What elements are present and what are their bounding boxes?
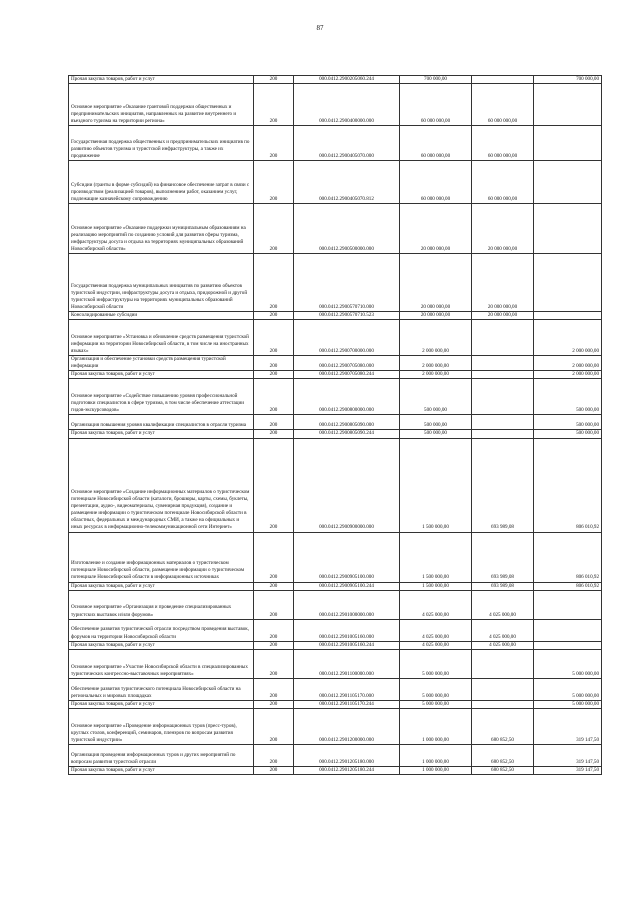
cell-amount: 20 000 000,00 bbox=[400, 312, 472, 320]
table-row bbox=[69, 532, 602, 582]
cell-amount-3 bbox=[534, 641, 602, 649]
cell-amount-2 bbox=[472, 700, 534, 708]
cell-amount-3 bbox=[534, 161, 602, 204]
cell-amount-3: 319 147,50 bbox=[534, 708, 602, 744]
table-row bbox=[69, 430, 602, 438]
cell-amount-3 bbox=[534, 619, 602, 641]
cell-type: 200 bbox=[254, 204, 294, 254]
cell-amount-2: 693 989,08 bbox=[472, 582, 534, 590]
cell-amount-3: 2 000 000,00 bbox=[534, 356, 602, 371]
cell-amount-2: 20 000 000,00 bbox=[472, 204, 534, 254]
cell-type: 200 bbox=[254, 700, 294, 708]
cell-code: 000.0412.2901105170.244 bbox=[294, 700, 400, 708]
cell-amount: 1 000 000,00 bbox=[400, 766, 472, 774]
cell-amount-2 bbox=[472, 320, 534, 356]
cell-code: 000.0412.2900705080.000 bbox=[294, 356, 400, 371]
cell-amount-3 bbox=[534, 312, 602, 320]
cell-code: 000.0412.2901200000.000 bbox=[294, 708, 400, 744]
cell-amount: 4 025 000,00 bbox=[400, 641, 472, 649]
cell-code: 000.0412.2901105170.000 bbox=[294, 678, 400, 700]
cell-amount-3: 5 000 000,00 bbox=[534, 649, 602, 678]
cell-amount-2 bbox=[472, 649, 534, 678]
cell-amount-2 bbox=[472, 371, 534, 379]
cell-code: 000.0412.2900805090.244 bbox=[294, 430, 400, 438]
cell-code: 000.0412.2901000000.000 bbox=[294, 590, 400, 619]
cell-amount: 20 000 000,00 bbox=[400, 204, 472, 254]
cell-amount-3 bbox=[534, 84, 602, 126]
cell-amount: 700 000,00 bbox=[400, 76, 472, 84]
cell-amount-2: 60 000 000,00 bbox=[472, 161, 534, 204]
cell-amount: 60 000 000,00 bbox=[400, 84, 472, 126]
cell-name: Основное мероприятие «Оказание поддержки муниципальным образованиям на реализацию мероприятий по созданию условий для развития сферы туризма, инфраструктуры досуга и отдыха на территориях муниципальных образований Новосибирской области» bbox=[69, 204, 254, 254]
cell-amount: 5 000 000,00 bbox=[400, 649, 472, 678]
cell-type: 200 bbox=[254, 766, 294, 774]
table-row bbox=[69, 678, 602, 700]
cell-type: 200 bbox=[254, 379, 294, 415]
cell-amount: 1 500 000,00 bbox=[400, 532, 472, 582]
cell-name: Изготовление и создание информационных материалов о туристическом потенциале Новосибирской области, размещение информации о туристическом потенциале Новосибирской области в информационных источниках bbox=[69, 532, 254, 582]
cell-amount-3 bbox=[534, 590, 602, 619]
cell-code: 000.0412.2900405070.000 bbox=[294, 126, 400, 161]
cell-amount-3: 5 000 000,00 bbox=[534, 678, 602, 700]
cell-amount-3: 500 000,00 bbox=[534, 415, 602, 430]
cell-amount-2: 20 000 000,00 bbox=[472, 254, 534, 312]
cell-amount-2: 693 989,08 bbox=[472, 532, 534, 582]
cell-name: Основное мероприятие «Создание информационных материалов о туристическом потенциале Новосибирской области (каталоги, брошюры, карты, схемы, буклеты, презентации, аудио-, видеоматериалы, сувенирная продукция), создание и размещение информации о туристическом потенциале Новосибирской области в областных, федеральных и международных СМИ, а также на официальных и иных ресурсах в информационно-телекоммуникационной сети Интернет» bbox=[69, 438, 254, 532]
cell-amount: 2 000 000,00 bbox=[400, 356, 472, 371]
table-row bbox=[69, 766, 602, 774]
cell-code: 000.0412.2901005160.000 bbox=[294, 619, 400, 641]
cell-amount: 500 000,00 bbox=[400, 415, 472, 430]
cell-amount-2: 60 000 000,00 bbox=[472, 84, 534, 126]
cell-type: 200 bbox=[254, 590, 294, 619]
cell-name: Основное мероприятие «Содействие повышению уровня профессиональной подготовки специалистов в сфере туризма, в том числе обеспечение аттестации гидов-экскурсоводов» bbox=[69, 379, 254, 415]
cell-amount: 4 025 000,00 bbox=[400, 590, 472, 619]
cell-code: 000.0412.2900805090.000 bbox=[294, 415, 400, 430]
cell-type: 200 bbox=[254, 678, 294, 700]
cell-code: 000.0412.2901205180.000 bbox=[294, 744, 400, 766]
cell-amount: 500 000,00 bbox=[400, 379, 472, 415]
cell-amount-2: 680 852,50 bbox=[472, 744, 534, 766]
cell-amount-3: 2 000 000,00 bbox=[534, 371, 602, 379]
cell-amount: 60 000 000,00 bbox=[400, 126, 472, 161]
cell-type: 200 bbox=[254, 356, 294, 371]
table-row bbox=[69, 415, 602, 430]
cell-amount: 60 000 000,00 bbox=[400, 161, 472, 204]
cell-code: 000.0412.2900900000.000 bbox=[294, 438, 400, 532]
cell-amount-2: 680 852,50 bbox=[472, 766, 534, 774]
cell-type: 200 bbox=[254, 582, 294, 590]
cell-type: 200 bbox=[254, 708, 294, 744]
cell-code: 000.0412.2900500000.000 bbox=[294, 204, 400, 254]
cell-type: 200 bbox=[254, 371, 294, 379]
table-row bbox=[69, 76, 602, 84]
table-row bbox=[69, 438, 602, 532]
cell-amount-3: 500 000,00 bbox=[534, 379, 602, 415]
cell-type: 200 bbox=[254, 649, 294, 678]
cell-name: Основное мероприятие «Проведение информационных туров (пресс-туров), круглых столов, конференций, семинаров, пленэров по вопросам развития туристской индустрии» bbox=[69, 708, 254, 744]
cell-name: Прочая закупка товаров, работ и услуг bbox=[69, 76, 254, 84]
cell-code: 000.0412.2900405070.812 bbox=[294, 161, 400, 204]
cell-name: Прочая закупка товаров, работ и услуг bbox=[69, 641, 254, 649]
table-row bbox=[69, 744, 602, 766]
cell-amount: 1 000 000,00 bbox=[400, 708, 472, 744]
cell-name: Государственная поддержка общественных и предпринимательских инициатив по развитию объектов туризма и туристской инфраструктуры, а также их продвижение bbox=[69, 126, 254, 161]
cell-code: 000.0412.2900400000.000 bbox=[294, 84, 400, 126]
cell-type: 200 bbox=[254, 84, 294, 126]
cell-amount-3: 319 147,50 bbox=[534, 766, 602, 774]
cell-name: Субсидии (гранты в форме субсидий) на финансовое обеспечение затрат в связи с производством (реализацией товаров), выполнением работ, оказанием услуг, подлежащие казначейскому сопровождению bbox=[69, 161, 254, 204]
cell-code: 000.0412.2901005160.244 bbox=[294, 641, 400, 649]
cell-amount-3: 500 000,00 bbox=[534, 430, 602, 438]
cell-code: 000.0412.2900705080.244 bbox=[294, 371, 400, 379]
cell-code: 000.0412.2900570710.523 bbox=[294, 312, 400, 320]
cell-type: 200 bbox=[254, 532, 294, 582]
cell-name: Основное мероприятие «Участие Новосибирской области в специализированных туристических конгрессно-выставочных мероприятиях» bbox=[69, 649, 254, 678]
cell-amount-3: 806 010,92 bbox=[534, 582, 602, 590]
budget-table-body bbox=[69, 76, 602, 775]
cell-type: 200 bbox=[254, 161, 294, 204]
table-row bbox=[69, 254, 602, 312]
table-row bbox=[69, 700, 602, 708]
cell-name: Обеспечение развития туристической отрасли посредством проведения выставок, форумов на территории Новосибирской области bbox=[69, 619, 254, 641]
cell-name: Прочая закупка товаров, работ и услуг bbox=[69, 430, 254, 438]
cell-amount-2 bbox=[472, 415, 534, 430]
cell-code: 000.0412.2900800000.000 bbox=[294, 379, 400, 415]
budget-table bbox=[68, 75, 602, 775]
cell-amount: 2 000 000,00 bbox=[400, 320, 472, 356]
table-row bbox=[69, 320, 602, 356]
cell-amount-2: 20 000 000,00 bbox=[472, 312, 534, 320]
cell-type: 200 bbox=[254, 641, 294, 649]
cell-amount: 2 000 000,00 bbox=[400, 371, 472, 379]
cell-type: 200 bbox=[254, 320, 294, 356]
cell-name: Организация повышения уровня квалификации специалистов в отрасли туризма bbox=[69, 415, 254, 430]
cell-code: 000.0412.2900205060.244 bbox=[294, 76, 400, 84]
cell-type: 200 bbox=[254, 76, 294, 84]
cell-name: Организация проведения информационных туров и других мероприятий по вопросам развития туристской отрасли bbox=[69, 744, 254, 766]
table-row bbox=[69, 84, 602, 126]
cell-name: Основное мероприятие «Оказание грантовой поддержки общественных и предпринимательских инициатив, направленных на развитие внутреннего и въездного туризма на территории региона» bbox=[69, 84, 254, 126]
table-row bbox=[69, 582, 602, 590]
table-row bbox=[69, 590, 602, 619]
table-row bbox=[69, 641, 602, 649]
table-row bbox=[69, 708, 602, 744]
cell-amount: 500 000,00 bbox=[400, 430, 472, 438]
cell-code: 000.0412.2901205180.244 bbox=[294, 766, 400, 774]
cell-code: 000.0412.2900905100.244 bbox=[294, 582, 400, 590]
cell-amount-2 bbox=[472, 76, 534, 84]
cell-amount: 1 500 000,00 bbox=[400, 438, 472, 532]
cell-type: 200 bbox=[254, 438, 294, 532]
cell-name: Основное мероприятие «Организация и проведение специализированных туристских выставок и/или форумов» bbox=[69, 590, 254, 619]
table-row bbox=[69, 379, 602, 415]
cell-amount: 5 000 000,00 bbox=[400, 700, 472, 708]
cell-type: 200 bbox=[254, 430, 294, 438]
cell-code: 000.0412.2901100000.000 bbox=[294, 649, 400, 678]
cell-amount-3 bbox=[534, 254, 602, 312]
cell-type: 200 bbox=[254, 744, 294, 766]
cell-name: Государственная поддержка муниципальных инициатив по развитию объектов туристской индустрии, инфраструктуры досуга и отдыха, придорожной и другой туристской инфраструктуры на территориях муниципальных образований Новосибирской области bbox=[69, 254, 254, 312]
table-row bbox=[69, 161, 602, 204]
cell-amount: 1 000 000,00 bbox=[400, 744, 472, 766]
cell-name: Консолидированные субсидии bbox=[69, 312, 254, 320]
cell-name: Организация и обеспечение установки средств размещения туристской информации bbox=[69, 356, 254, 371]
cell-amount-3: 319 147,50 bbox=[534, 744, 602, 766]
table-row bbox=[69, 371, 602, 379]
cell-amount: 5 000 000,00 bbox=[400, 678, 472, 700]
cell-type: 200 bbox=[254, 254, 294, 312]
cell-type: 200 bbox=[254, 619, 294, 641]
cell-name: Основное мероприятие «Установка и обновление средств размещения туристской информации на территории Новосибирской области, в том числе на иностранных языках» bbox=[69, 320, 254, 356]
cell-amount-2: 60 000 000,00 bbox=[472, 126, 534, 161]
cell-amount: 4 025 000,00 bbox=[400, 619, 472, 641]
cell-code: 000.0412.2900570710.000 bbox=[294, 254, 400, 312]
cell-type: 200 bbox=[254, 415, 294, 430]
cell-amount-2: 4 025 000,00 bbox=[472, 619, 534, 641]
cell-type: 200 bbox=[254, 312, 294, 320]
page-number: 87 bbox=[316, 24, 324, 32]
cell-amount-2 bbox=[472, 430, 534, 438]
table-row bbox=[69, 356, 602, 371]
cell-amount-3: 806 010,92 bbox=[534, 438, 602, 532]
table-row bbox=[69, 312, 602, 320]
cell-amount-2: 693 989,08 bbox=[472, 438, 534, 532]
table-row bbox=[69, 204, 602, 254]
cell-amount-3: 806 010,92 bbox=[534, 532, 602, 582]
cell-amount-3 bbox=[534, 126, 602, 161]
cell-amount-2 bbox=[472, 356, 534, 371]
table-row bbox=[69, 126, 602, 161]
cell-amount-3 bbox=[534, 204, 602, 254]
cell-amount-2: 680 852,50 bbox=[472, 708, 534, 744]
cell-amount-2 bbox=[472, 379, 534, 415]
table-row bbox=[69, 649, 602, 678]
cell-type: 200 bbox=[254, 126, 294, 161]
table-row bbox=[69, 619, 602, 641]
cell-name: Прочая закупка товаров, работ и услуг bbox=[69, 766, 254, 774]
cell-amount: 20 000 000,00 bbox=[400, 254, 472, 312]
cell-amount-2: 4 025 000,00 bbox=[472, 641, 534, 649]
cell-name: Прочая закупка товаров, работ и услуг bbox=[69, 700, 254, 708]
cell-name: Обеспечение развития туристического потенциала Новосибирской области на региональных и мировых площадках bbox=[69, 678, 254, 700]
cell-amount-3: 2 000 000,00 bbox=[534, 320, 602, 356]
cell-name: Прочая закупка товаров, работ и услуг bbox=[69, 582, 254, 590]
cell-name: Прочая закупка товаров, работ и услуг bbox=[69, 371, 254, 379]
cell-code: 000.0412.2900700000.000 bbox=[294, 320, 400, 356]
cell-code: 000.0412.2900905100.000 bbox=[294, 532, 400, 582]
cell-amount-2: 4 025 000,00 bbox=[472, 590, 534, 619]
cell-amount-3: 700 000,00 bbox=[534, 76, 602, 84]
cell-amount-3: 5 000 000,00 bbox=[534, 700, 602, 708]
cell-amount: 1 500 000,00 bbox=[400, 582, 472, 590]
cell-amount-2 bbox=[472, 678, 534, 700]
